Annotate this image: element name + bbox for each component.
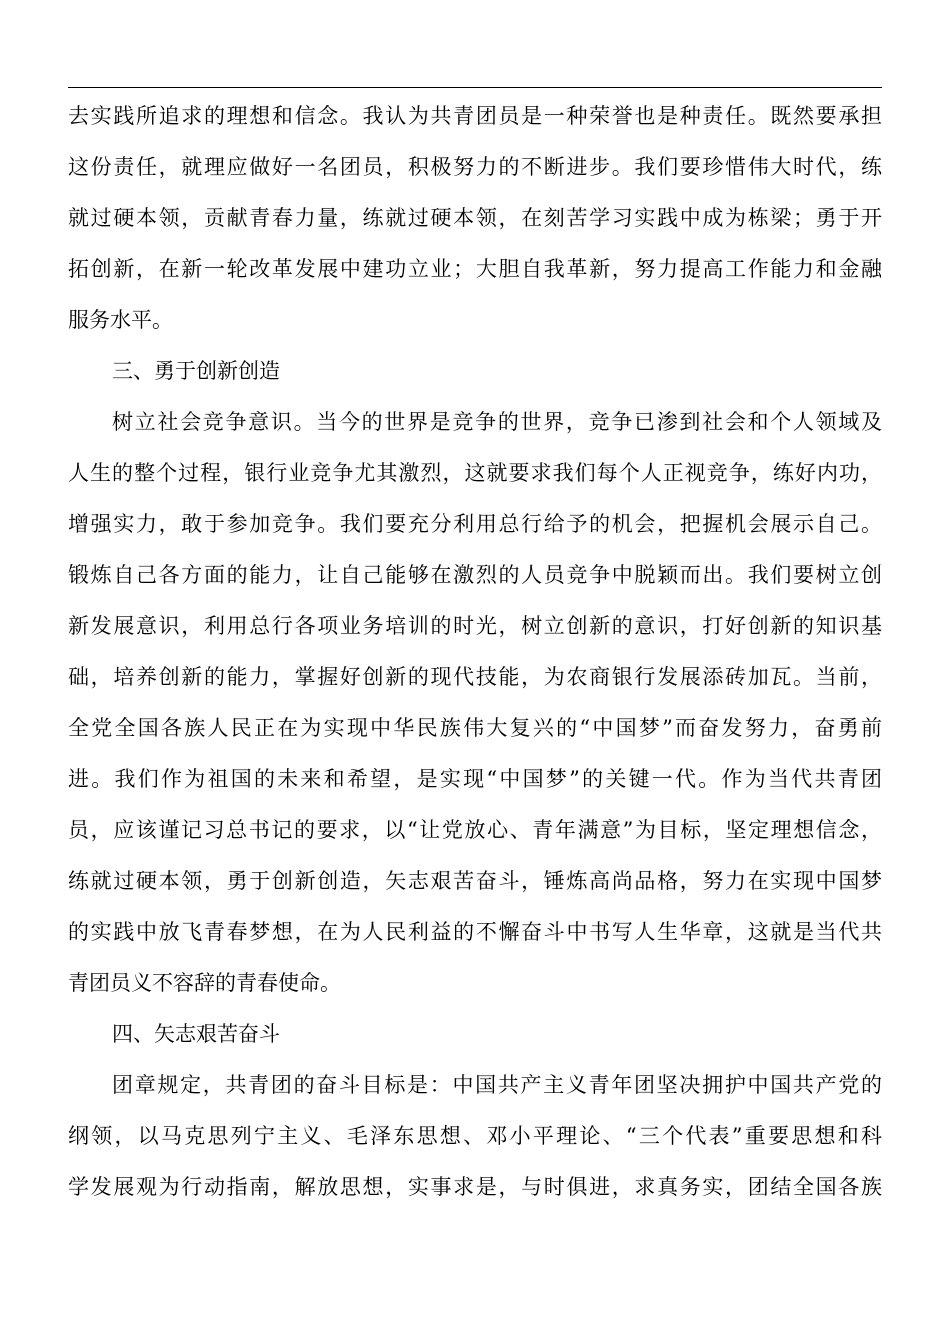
paragraph-line: 纲领，以马克思列宁主义、毛泽东思想、邓小平理论、“三个代表”重要思想和科 [68, 1124, 882, 1148]
paragraph-line: 的实践中放飞青春梦想，在为人民利益的不懈奋斗中书写人生华章，这就是当代共 [68, 920, 882, 944]
paragraph-line: 练就过硬本领，勇于创新创造，矢志艰苦奋斗，锤炼高尚品格，努力在实现中国梦 [68, 869, 882, 893]
header-rule [68, 87, 882, 88]
paragraph-line: 础，培养创新的能力，掌握好创新的现代技能，为农商银行发展添砖加瓦。当前， [68, 665, 882, 689]
section-heading: 四、矢志艰苦奋斗 [112, 1022, 280, 1046]
paragraph-line: 锻炼自己各方面的能力，让自己能够在激烈的人员竞争中脱颖而出。我们要树立创 [68, 563, 882, 587]
paragraph-line: 员，应该谨记习总书记的要求，以“让党放心、青年满意”为目标，坚定理想信念， [68, 818, 882, 842]
paragraph-line: 新发展意识，利用总行各项业务培训的时光，树立创新的意识，打好创新的知识基 [68, 614, 882, 638]
paragraph-line: 增强实力，敢于参加竞争。我们要充分利用总行给予的机会，把握机会展示自己。 [68, 512, 882, 536]
paragraph-line: 拓创新，在新一轮改革发展中建功立业；大胆自我革新，努力提高工作能力和金融 [68, 257, 882, 281]
paragraph-line: 团章规定，共青团的奋斗目标是：中国共产主义青年团坚决拥护中国共产党的 [112, 1073, 882, 1097]
document-body [68, 91, 882, 1213]
paragraph-line: 服务水平。 [68, 308, 173, 332]
paragraph-line: 树立社会竞争意识。当今的世界是竞争的世界，竞争已渗到社会和个人领域及 [112, 410, 882, 434]
paragraph-line: 进。我们作为祖国的未来和希望，是实现“中国梦”的关键一代。作为当代共青团 [68, 767, 882, 791]
paragraph-line: 青团员义不容辞的青春使命。 [68, 971, 341, 995]
paragraph-line: 全党全国各族人民正在为实现中华民族伟大复兴的“中国梦”而奋发努力，奋勇前 [68, 716, 882, 740]
paragraph-line: 去实践所追求的理想和信念。我认为共青团员是一种荣誉也是种责任。既然要承担 [68, 104, 882, 128]
paragraph-line: 这份责任，就理应做好一名团员，积极努力的不断进步。我们要珍惜伟大时代，练 [68, 155, 882, 179]
paragraph-line: 学发展观为行动指南，解放思想，实事求是，与时俱进，求真务实，团结全国各族 [68, 1175, 882, 1199]
section-heading: 三、勇于创新创造 [112, 359, 280, 383]
paragraph-line: 就过硬本领，贡献青春力量，练就过硬本领，在刻苦学习实践中成为栋梁；勇于开 [68, 206, 882, 230]
paragraph-line: 人生的整个过程，银行业竞争尤其激烈，这就要求我们每个人正视竞争，练好内功， [68, 461, 882, 485]
